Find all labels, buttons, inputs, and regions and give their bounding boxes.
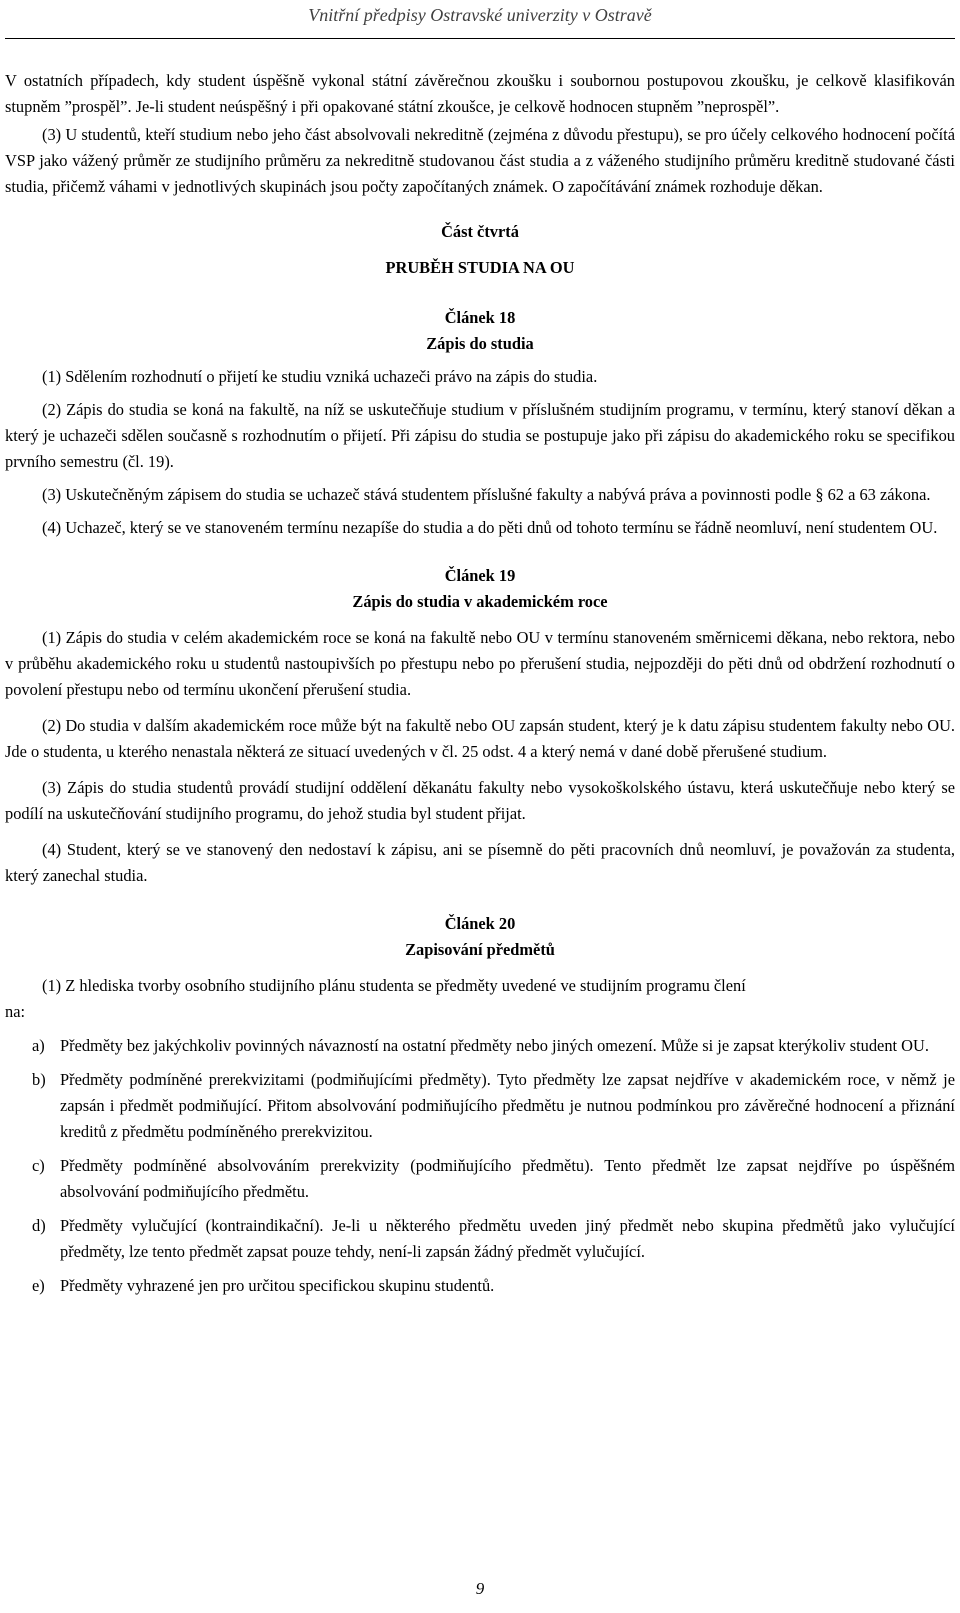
list-item-label: a) [32,1036,45,1055]
list-item [5,1067,955,1145]
list-item-text: Předměty podmíněné absolvováním prerekvizity (podmiňujícího předmětu). Tento předmět lze zapsat nejdříve po úspěšném absolvování podmiňujícího předmětu. [60,1156,955,1201]
part-subtitle: PRUBĚH STUDIA NA OU [385,258,575,277]
article-19-para-2: (2) Do studia v dalším akademickém roce může být na fakultě nebo OU zapsán student, který je k datu zápisu studentem fakulty nebo OU. Jde o studenta, u kterého nenastala některá ze situací uvedených v čl. 25 odst. 4 a který nemá v dané době přerušené studium. [5,716,955,761]
intro-paragraph: V ostatních případech, kdy student úspěšně vykonal státní závěrečnou zkoušku i soubornou postupovou zkoušku, je celkově klasifikován stupněm ”prospěl”. Je-li student neúspěšný i při opakované státní zkoušce, je celkově hodnocen stupněm ”neprospěl”. [5,71,955,116]
list-item [5,1033,955,1059]
paragraph-3: (3) U studentů, kteří studium nebo jeho část absolvovali nekreditně (zejména z důvodu přestupu), se pro účely celkového hodnocení počítá VSP jako vážený průměr ze studijního průměru za nekreditně studovanou část studia a z váženého studijního průměru kreditně studované části studia, přičemž váhami v jednotlivých skupinách jsou počty započítaných známek. O započítávání známek rozhoduje děkan. [5,125,955,196]
article-18-para-1: (1) Sdělením rozhodnutí o přijetí ke studiu vzniká uchazeči právo na zápis do studia. [42,367,598,386]
list-item [5,1273,955,1299]
article-19-para-1: (1) Zápis do studia v celém akademickém roce se koná na fakultě nebo OU v termínu stanoveném směrnicemi děkana, nebo rektora, nebo v průběhu akademického roku u studentů nastoupivších po přestupu nebo po přerušení studia, nejpozději do pěti dnů od obdržení rozhodnutí o povolení přestupu nebo od termínu ukončení přerušení studia. [5,628,955,699]
article-19-para-3: (3) Zápis do studia studentů provádí studijní oddělení děkanátu fakulty nebo vysokoškolského ústavu, která uskutečňuje nebo který se podílí na uskutečňování studijního programu, do jehož studia byl student přijat. [5,778,955,823]
article-20-intro: (1) Z hlediska tvorby osobního studijního plánu studenta se předměty uvedené ve studijním programu člení [42,976,746,995]
article-18-number: Článek 18 [444,308,516,327]
list-item-label: e) [32,1276,45,1295]
list-item-text: Předměty vylučující (kontraindikační). Je-li u některého předmětu uveden jiný předmět nebo skupina předmětů jako vylučující předměty, lze tento předmět zapsat pouze tehdy, není-li zapsán žádný předmět vylučující. [60,1216,955,1261]
article-20-intro-tail: na: [5,1002,26,1021]
article-20-number: Článek 20 [444,914,516,933]
page-number: 9 [475,1579,485,1598]
article-20-title: Zapisování předmětů [405,940,555,959]
article-18-para-3: (3) Uskutečněným zápisem do studia se uchazeč stává studentem příslušné fakulty a nabývá práva a povinnosti podle § 62 a 63 zákona. [42,485,931,504]
article-19-para-4: (4) Student, který se ve stanovený den nedostaví k zápisu, ani se písemně do pěti pracovních dnů neomluví, je považován za studenta, který zanechal studia. [5,840,955,885]
list-item-text: Předměty podmíněné prerekvizitami (podmiňujícími předměty). Tyto předměty lze zapsat nejdříve v akademickém roce, v němž je zapsán i předmět podmiňující. Přitom absolvování podmiňujícího předmětu je nutnou podmínkou pro závěrečné hodnocení a přiznání kreditů z předmětu podmíněného prerekvizitou. [60,1070,955,1141]
page-header: Vnitřní předpisy Ostravské univerzity v Ostravě [308,5,652,25]
list-item-label: b) [32,1070,46,1089]
list-item-text: Předměty bez jakýchkoliv povinných návazností na ostatní předměty nebo jiných omezení. Může si je zapsat kterýkoliv student OU. [60,1036,929,1055]
article-18-para-2: (2) Zápis do studia se koná na fakultě, na níž se uskutečňuje studium v příslušném studijním programu, v termínu, který stanoví děkan a který je uchazeči sdělen současně s rozhodnutím o přijetí. Při zápisu do studia se postupuje jako při zápisu do akademického roku se specifikou prvního semestru (čl. 19). [5,400,955,471]
list-item [5,1153,955,1205]
list-item [5,1213,955,1265]
list-item-label: c) [32,1156,45,1175]
header-divider [5,38,955,39]
list-item-text: Předměty vyhrazené jen pro určitou specifickou skupinu studentů. [60,1276,495,1295]
article-18-para-4: (4) Uchazeč, který se ve stanoveném termínu nezapíše do studia a do pěti dnů od tohoto termínu se řádně neomluví, není studentem OU. [42,518,938,537]
document-body [5,68,955,1299]
article-19-title: Zápis do studia v akademickém roce [352,592,608,611]
article-18-title: Zápis do studia [426,334,534,353]
list-item-label: d) [32,1216,46,1235]
part-title: Část čtvrtá [441,222,519,241]
article-19-number: Článek 19 [444,566,516,585]
